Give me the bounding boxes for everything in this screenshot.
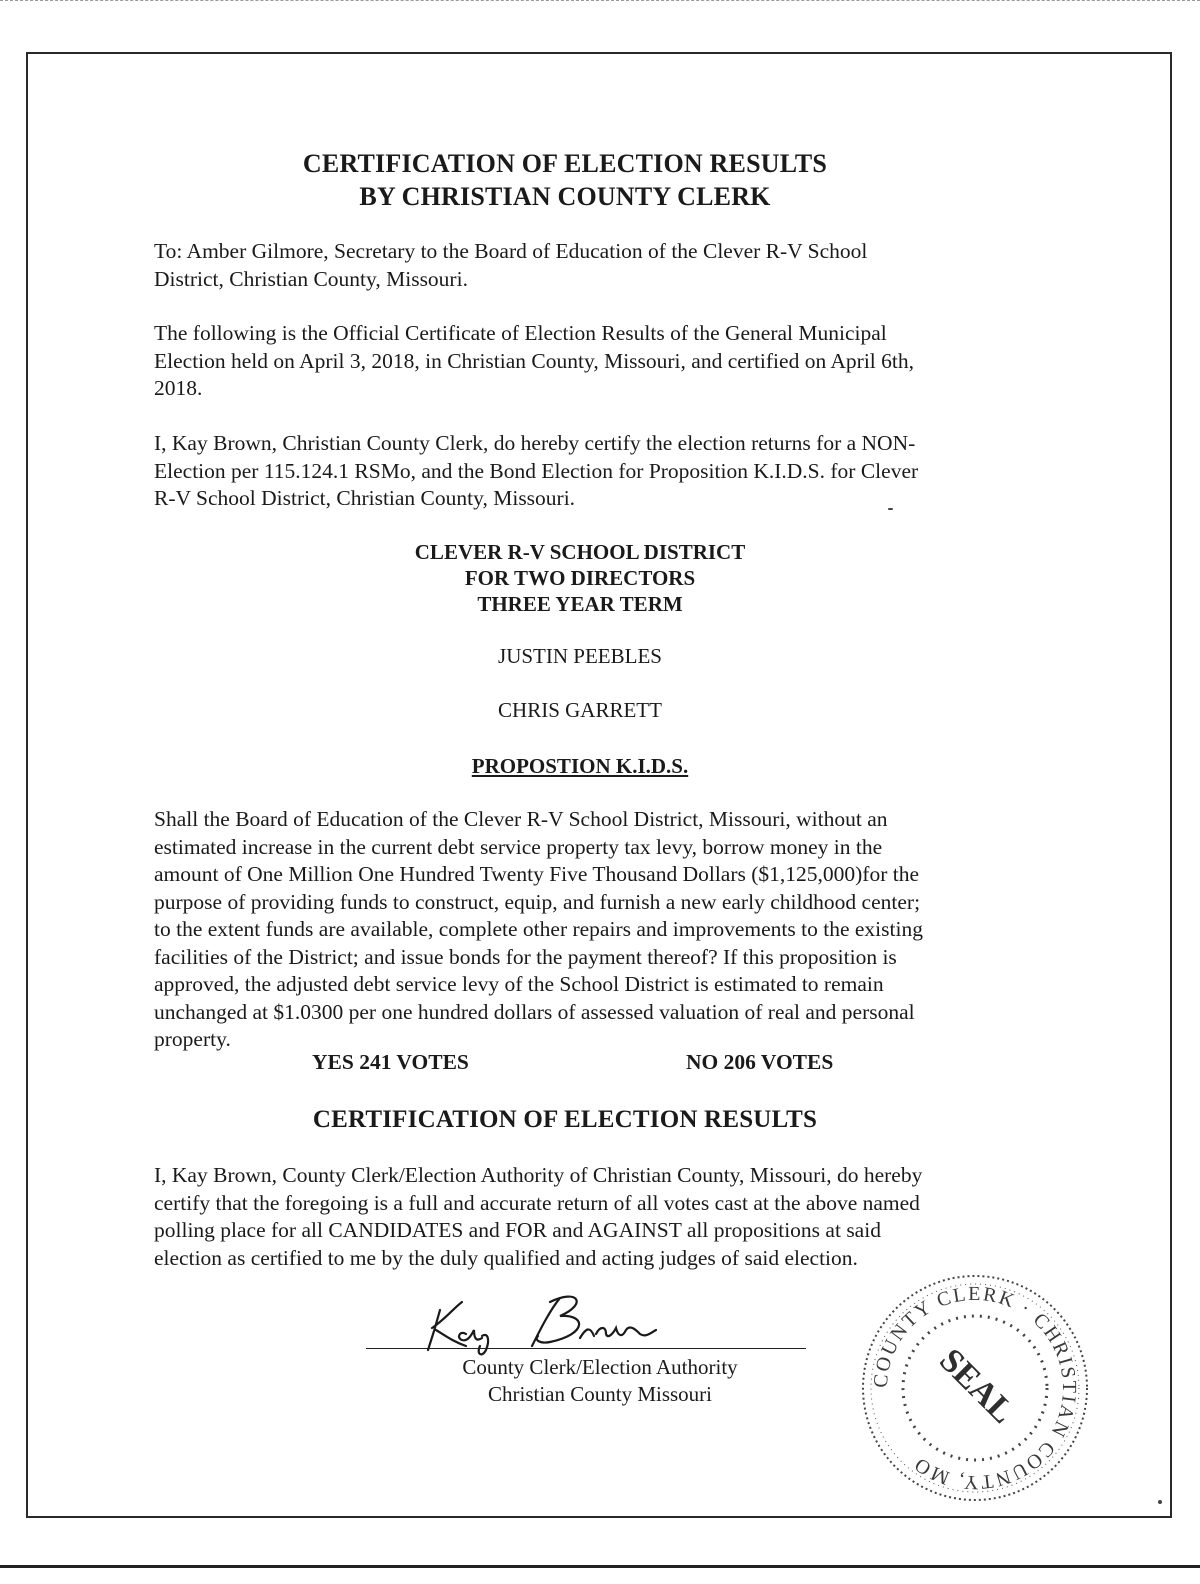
proposition-line: Shall the Board of Education of the Clever R-V School District, Missouri, without an (154, 807, 888, 831)
address-line: District, Christian County, Missouri. (154, 266, 468, 291)
scan-bottom-edge (0, 1565, 1200, 1568)
address-paragraph (154, 238, 1014, 293)
certify-line: Election per 115.124.1 RSMo, and the Bond Election for Proposition K.I.D.S. for Clever (154, 458, 919, 483)
proposition-line: approved, the adjusted debt service levy of the School District is estimated to remain (154, 972, 884, 996)
race-heading-line3: THREE YEAR TERM (477, 592, 683, 616)
proposition-line: amount of One Million One Hundred Twenty Five Thousand Dollars ($1,125,000)for the (154, 862, 920, 886)
proposition-line: purpose of providing funds to construct, equip, and furnish a new early childhood center; (154, 889, 921, 914)
seal-ring-text: COUNTY CLERK · CHRISTIAN COUNTY, MO (869, 1282, 1081, 1494)
intro-line: The following is the Official Certificate of Election Results of the General Municipal (154, 321, 887, 345)
proposition-line: estimated increase in the current debt service property tax levy, borrow money in the (154, 834, 883, 859)
race-heading-line2: FOR TWO DIRECTORS (464, 566, 696, 590)
race-heading-line1: CLEVER R-V SCHOOL DISTRICT (414, 540, 746, 564)
intro-line: 2018. (154, 376, 203, 400)
proposition-line: facilities of the District; and issue bonds for the payment thereof? If this proposition is (154, 944, 897, 969)
intro-paragraph (154, 320, 1014, 403)
intro-line: Election held on April 3, 2018, in Christian County, Missouri, and certified on April 6th, (154, 348, 914, 373)
proposition-line: property. (154, 1027, 231, 1051)
proposition-line: unchanged at $1.0300 per one hundred dollars of assessed valuation of real and personal (154, 999, 915, 1024)
certify-paragraph (154, 430, 1014, 513)
county-clerk-seal (855, 1268, 1095, 1508)
signature-line (366, 1348, 806, 1349)
certify-line: I, Kay Brown, Christian County Clerk, do hereby certify the election returns for a NON- (154, 431, 916, 455)
signature-caption (440, 1354, 760, 1408)
certify-line: R-V School District, Christian County, Missouri. (154, 486, 576, 510)
scan-edge (0, 0, 1200, 11)
proposition-text (154, 806, 1034, 1054)
scan-speck (1158, 1500, 1162, 1504)
address-line: To: Amber Gilmore, Secretary to the Board of Education of the Clever R-V School (154, 239, 868, 263)
signature-title: County Clerk/Election Authority (462, 1355, 738, 1379)
certification-line: polling place for all CANDIDATES and FOR and AGAINST all propositions at said (154, 1218, 881, 1242)
scan-speck (888, 508, 893, 510)
seal-center-text: SEAL (932, 1341, 1022, 1431)
signature-county: Christian County Missouri (487, 1382, 713, 1406)
certification-text (154, 1162, 1034, 1272)
yes-votes: YES 241 VOTES (312, 1050, 469, 1074)
proposition-heading: PROPOSTION K.I.D.S. (471, 754, 689, 778)
document-title-line1: CERTIFICATION OF ELECTION RESULTS (302, 149, 828, 178)
document-title-line2: BY CHRISTIAN COUNTY CLERK (359, 182, 771, 211)
certification-line: I, Kay Brown, County Clerk/Election Authority of Christian County, Missouri, do hereby (154, 1163, 923, 1187)
certification-line: certify that the foregoing is a full and accurate return of all votes cast at the above named (154, 1190, 920, 1215)
no-votes: NO 206 VOTES (686, 1050, 834, 1074)
candidate-name: JUSTIN PEEBLES (498, 644, 662, 668)
proposition-line: to the extent funds are available, complete other repairs and improvements to the existing (154, 917, 923, 941)
certification-heading: CERTIFICATION OF ELECTION RESULTS (312, 1106, 818, 1133)
candidate-name: CHRIS GARRETT (498, 698, 662, 722)
certification-line: election as certified to me by the duly qualified and acting judges of said election. (154, 1245, 858, 1270)
